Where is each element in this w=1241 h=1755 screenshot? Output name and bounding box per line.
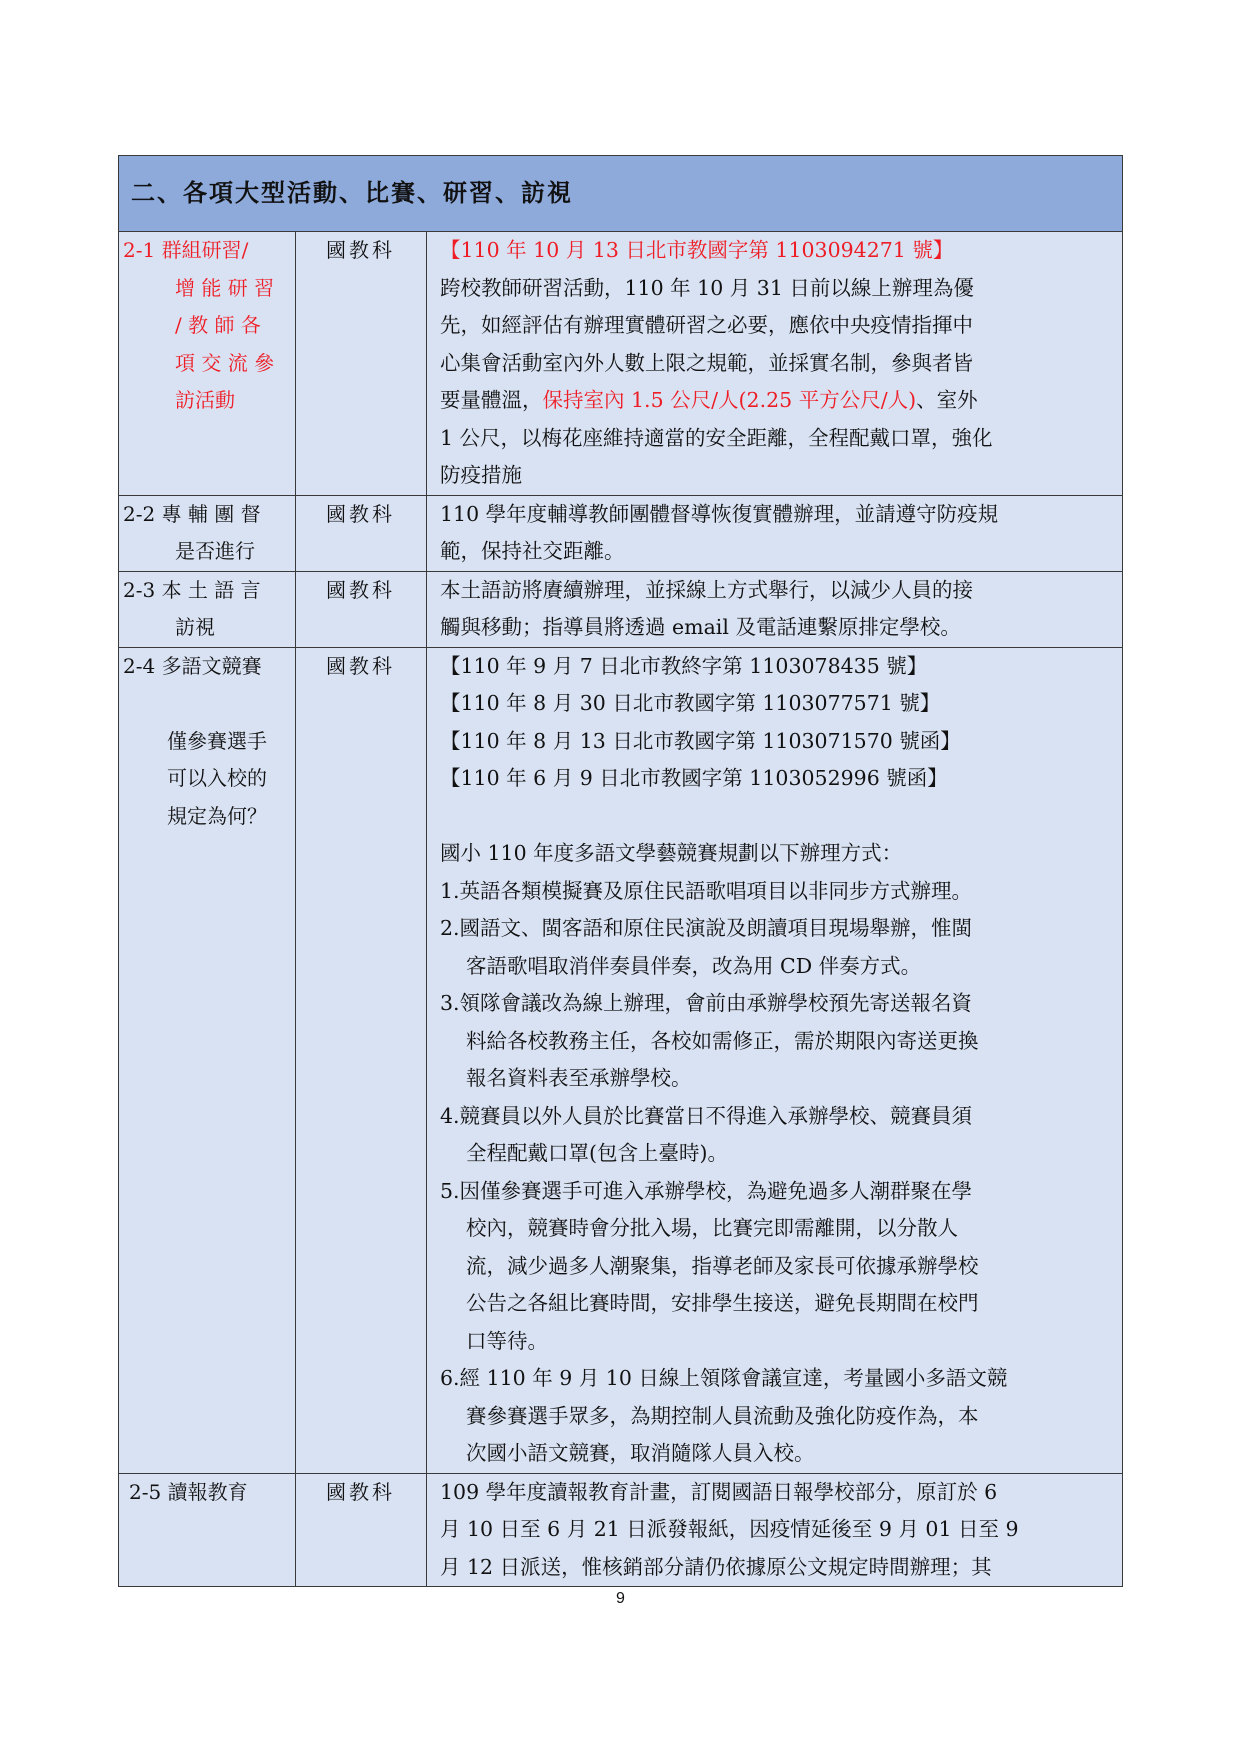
content-line: 月 12 日派送，惟核銷部分請仍依據原公文規定時間辦理；其: [440, 1554, 992, 1579]
department-cell: 國教科: [296, 1473, 427, 1587]
content-line: 跨校教師研習活動，110 年 10 月 31 日前以線上辦理為優: [440, 275, 974, 300]
list-item: [440, 1098, 1112, 1173]
department-cell: 國教科: [296, 495, 427, 571]
list-item: [440, 873, 1112, 911]
list-item-line: 料給各校教務主任，各校如需修正，需於期限內寄送更換: [466, 1028, 979, 1053]
department-cell: 國教科: [296, 232, 427, 496]
item-label: 2-4 多語文競賽: [123, 653, 262, 678]
list-item-line: 1.英語各類模擬賽及原住民語歌唱項目以非同步方式辦理。: [440, 878, 973, 903]
content-text: 、室外: [916, 388, 978, 412]
content-line: 1 公尺，以梅花座維持適當的安全距離，全程配戴口罩，強化: [440, 425, 993, 450]
list-item-line: 5.因僅參賽選手可進入承辦學校，為避免過多人潮群聚在學: [440, 1178, 973, 1203]
item-cell: [119, 1473, 296, 1587]
department-cell: 國教科: [296, 571, 427, 647]
section-title: 二、各項大型活動、比賽、研習、訪視: [119, 156, 1123, 232]
item-label: 2-3 本 土 語 言: [123, 577, 261, 602]
list-item-line: 客語歌唱取消伴奏員伴奏，改為用 CD 伴奏方式。: [466, 953, 922, 978]
item-label-spacer: [123, 685, 295, 723]
item-cell: [119, 495, 296, 571]
item-label: 是否進行: [175, 539, 255, 563]
item-label: 訪活動: [175, 388, 235, 412]
document-reference: 【110 年 8 月 30 日北市教國字第 1103077571 號】: [440, 691, 941, 715]
item-label: 2-1 群組研習/: [123, 238, 249, 262]
item-label: 項 交 流 參: [175, 350, 275, 375]
list-item-line: 4.競賽員以外人員於比賽當日不得進入承辦學校、競賽員須: [440, 1103, 973, 1128]
list-item-line: 流，減少過多人潮聚集，指導老師及家長可依據承辦學校: [466, 1253, 979, 1278]
content-line: [440, 382, 1112, 420]
item-cell: [119, 647, 296, 1473]
item-cell: [119, 571, 296, 647]
document-reference: 【110 年 6 月 9 日北市教國字第 1103052996 號函】: [440, 766, 948, 790]
list-item: [440, 985, 1112, 1098]
page-number: 9: [616, 1590, 625, 1607]
content-line: 心集會活動室內外人數上限之規範，並採實名制，參與者皆: [440, 350, 973, 375]
list-item: [440, 1173, 1112, 1361]
content-line: 月 10 日至 6 月 21 日派發報紙，因疫情延後至 9 月 01 日至 9: [440, 1517, 1019, 1541]
item-label: 可以入校的: [167, 766, 267, 790]
content-line: 先，如經評估有辦理實體研習之必要，應依中央疫情指揮中: [440, 313, 973, 337]
content-line: 防疫措施: [440, 463, 522, 487]
activities-table: [118, 155, 1123, 1587]
list-item-line: 公告之各組比賽時間，安排學生接送，避免長期間在校門: [466, 1291, 979, 1315]
table-row-2-4: [119, 647, 1123, 1473]
list-item-line: 校內，競賽時會分批入場，比賽完即需離開，以分散人: [466, 1216, 958, 1240]
list-item-line: 2.國語文、閩客語和原住民演說及朗讀項目現場舉辦，惟閩: [440, 916, 973, 940]
item-label: 增 能 研 習: [175, 275, 275, 300]
item-cell: [119, 232, 296, 496]
content-line: 範，保持社交距離。: [440, 539, 625, 563]
item-label: 2-2 專 輔 團 督: [123, 501, 261, 526]
department-cell: 國教科: [296, 647, 427, 1473]
table-row-2-3: [119, 571, 1123, 647]
content-cell: [427, 647, 1123, 1473]
document-reference: 【110 年 9 月 7 日北市教終字第 1103078435 號】: [440, 653, 928, 678]
item-label: 訪視: [175, 615, 215, 639]
list-item-line: 次國小語文競賽，取消隨隊人員入校。: [466, 1441, 815, 1465]
item-label: 僅參賽選手: [167, 728, 267, 753]
content-line: 110 學年度輔導教師團體督導恢復實體辦理，並請遵守防疫規: [440, 501, 999, 526]
list-item-line: 口等待。: [466, 1328, 548, 1353]
list-item-line: 3.領隊會議改為線上辦理，會前由承辦學校預先寄送報名資: [440, 991, 973, 1015]
table-row-2-2: [119, 495, 1123, 571]
content-cell: [427, 495, 1123, 571]
content-intro: 國小 110 年度多語文學藝競賽規劃以下辦理方式：: [440, 841, 903, 865]
highlight-text: 保持室內 1.5 公尺/人(2.25 平方公尺/人): [542, 388, 917, 412]
content-cell: [427, 571, 1123, 647]
document-reference: 【110 年 10 月 13 日北市教國字第 1103094271 號】: [440, 238, 954, 262]
list-item: [440, 910, 1112, 985]
content-cell: [427, 1473, 1123, 1587]
document-reference: 【110 年 8 月 13 日北市教國字第 1103071570 號函】: [440, 728, 961, 753]
table-row-2-1: [119, 232, 1123, 496]
list-item-line: 全程配戴口罩(包含上臺時)。: [466, 1141, 728, 1165]
list-item: [440, 1360, 1112, 1473]
blank-line: [440, 798, 1112, 836]
content-line: 本土語訪將賡續辦理，並採線上方式舉行，以減少人員的接: [440, 577, 973, 602]
content-line: 觸與移動；指導員將透過 email 及電話連繫原排定學校。: [440, 615, 961, 639]
content-cell: [427, 232, 1123, 496]
table-row-2-5: [119, 1473, 1123, 1587]
item-label: 規定為何？: [167, 803, 267, 828]
content-text: 要量體溫，: [440, 388, 543, 412]
item-label: / 教 師 各: [175, 313, 261, 337]
item-label: 2-5 讀報教育: [129, 1479, 248, 1504]
list-item-line: 賽參賽選手眾多，為期控制人員流動及強化防疫作為，本: [466, 1403, 979, 1428]
content-line: 109 學年度讀報教育計畫，訂閱國語日報學校部分，原訂於 6: [440, 1479, 998, 1504]
list-item-line: 報名資料表至承辦學校。: [466, 1066, 692, 1090]
list-item-line: 6.經 110 年 9 月 10 日線上領隊會議宣達，考量國小多語文競: [440, 1366, 1008, 1390]
